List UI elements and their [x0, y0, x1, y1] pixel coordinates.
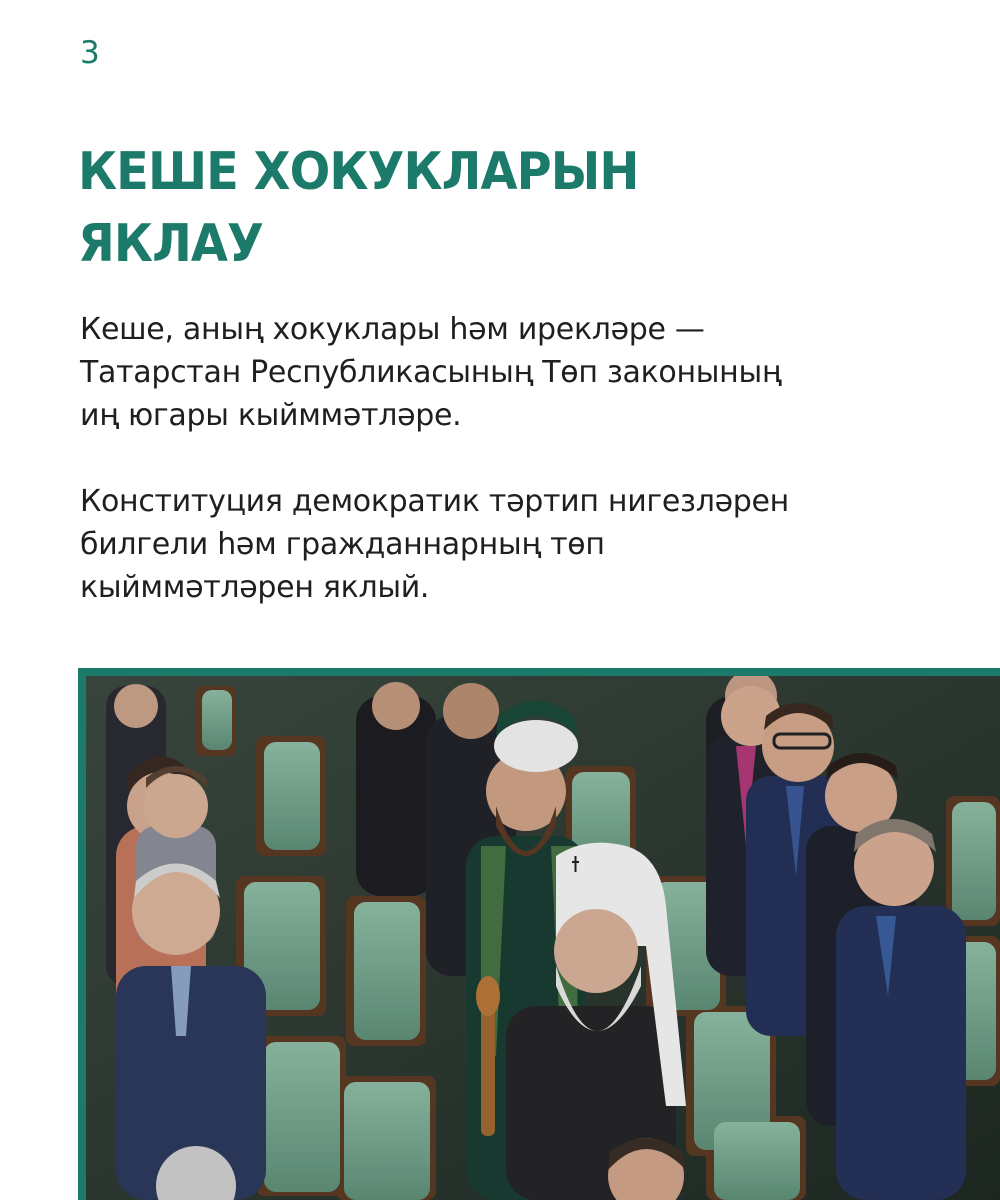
page-title [78, 136, 722, 280]
assembly-photo [86, 676, 1000, 1200]
title-line-2: ЯКЛАУ [78, 214, 263, 274]
constitution-line-1: Конституция демократик тәртип нигезләрен [80, 484, 789, 519]
page-number: 3 [80, 35, 100, 71]
constitution-line-2: билгели һәм гражданнарның төп [80, 527, 605, 562]
constitution-paragraph [80, 480, 940, 609]
intro-paragraph [80, 308, 940, 437]
title-line-1: КЕШЕ ХОКУКЛАРЫН [78, 142, 639, 202]
photo-frame [78, 668, 1000, 1200]
intro-line-1: Кеше, аның хокуклары һәм ирекләре — [80, 312, 705, 347]
assembly-photo-illustration [86, 676, 1000, 1200]
intro-line-2: Татарстан Республикасының Төп законының [80, 355, 782, 390]
intro-line-3: иң югары кыйммәтләре. [80, 398, 462, 433]
constitution-line-3: кыйммәтләрен яклый. [80, 570, 430, 605]
